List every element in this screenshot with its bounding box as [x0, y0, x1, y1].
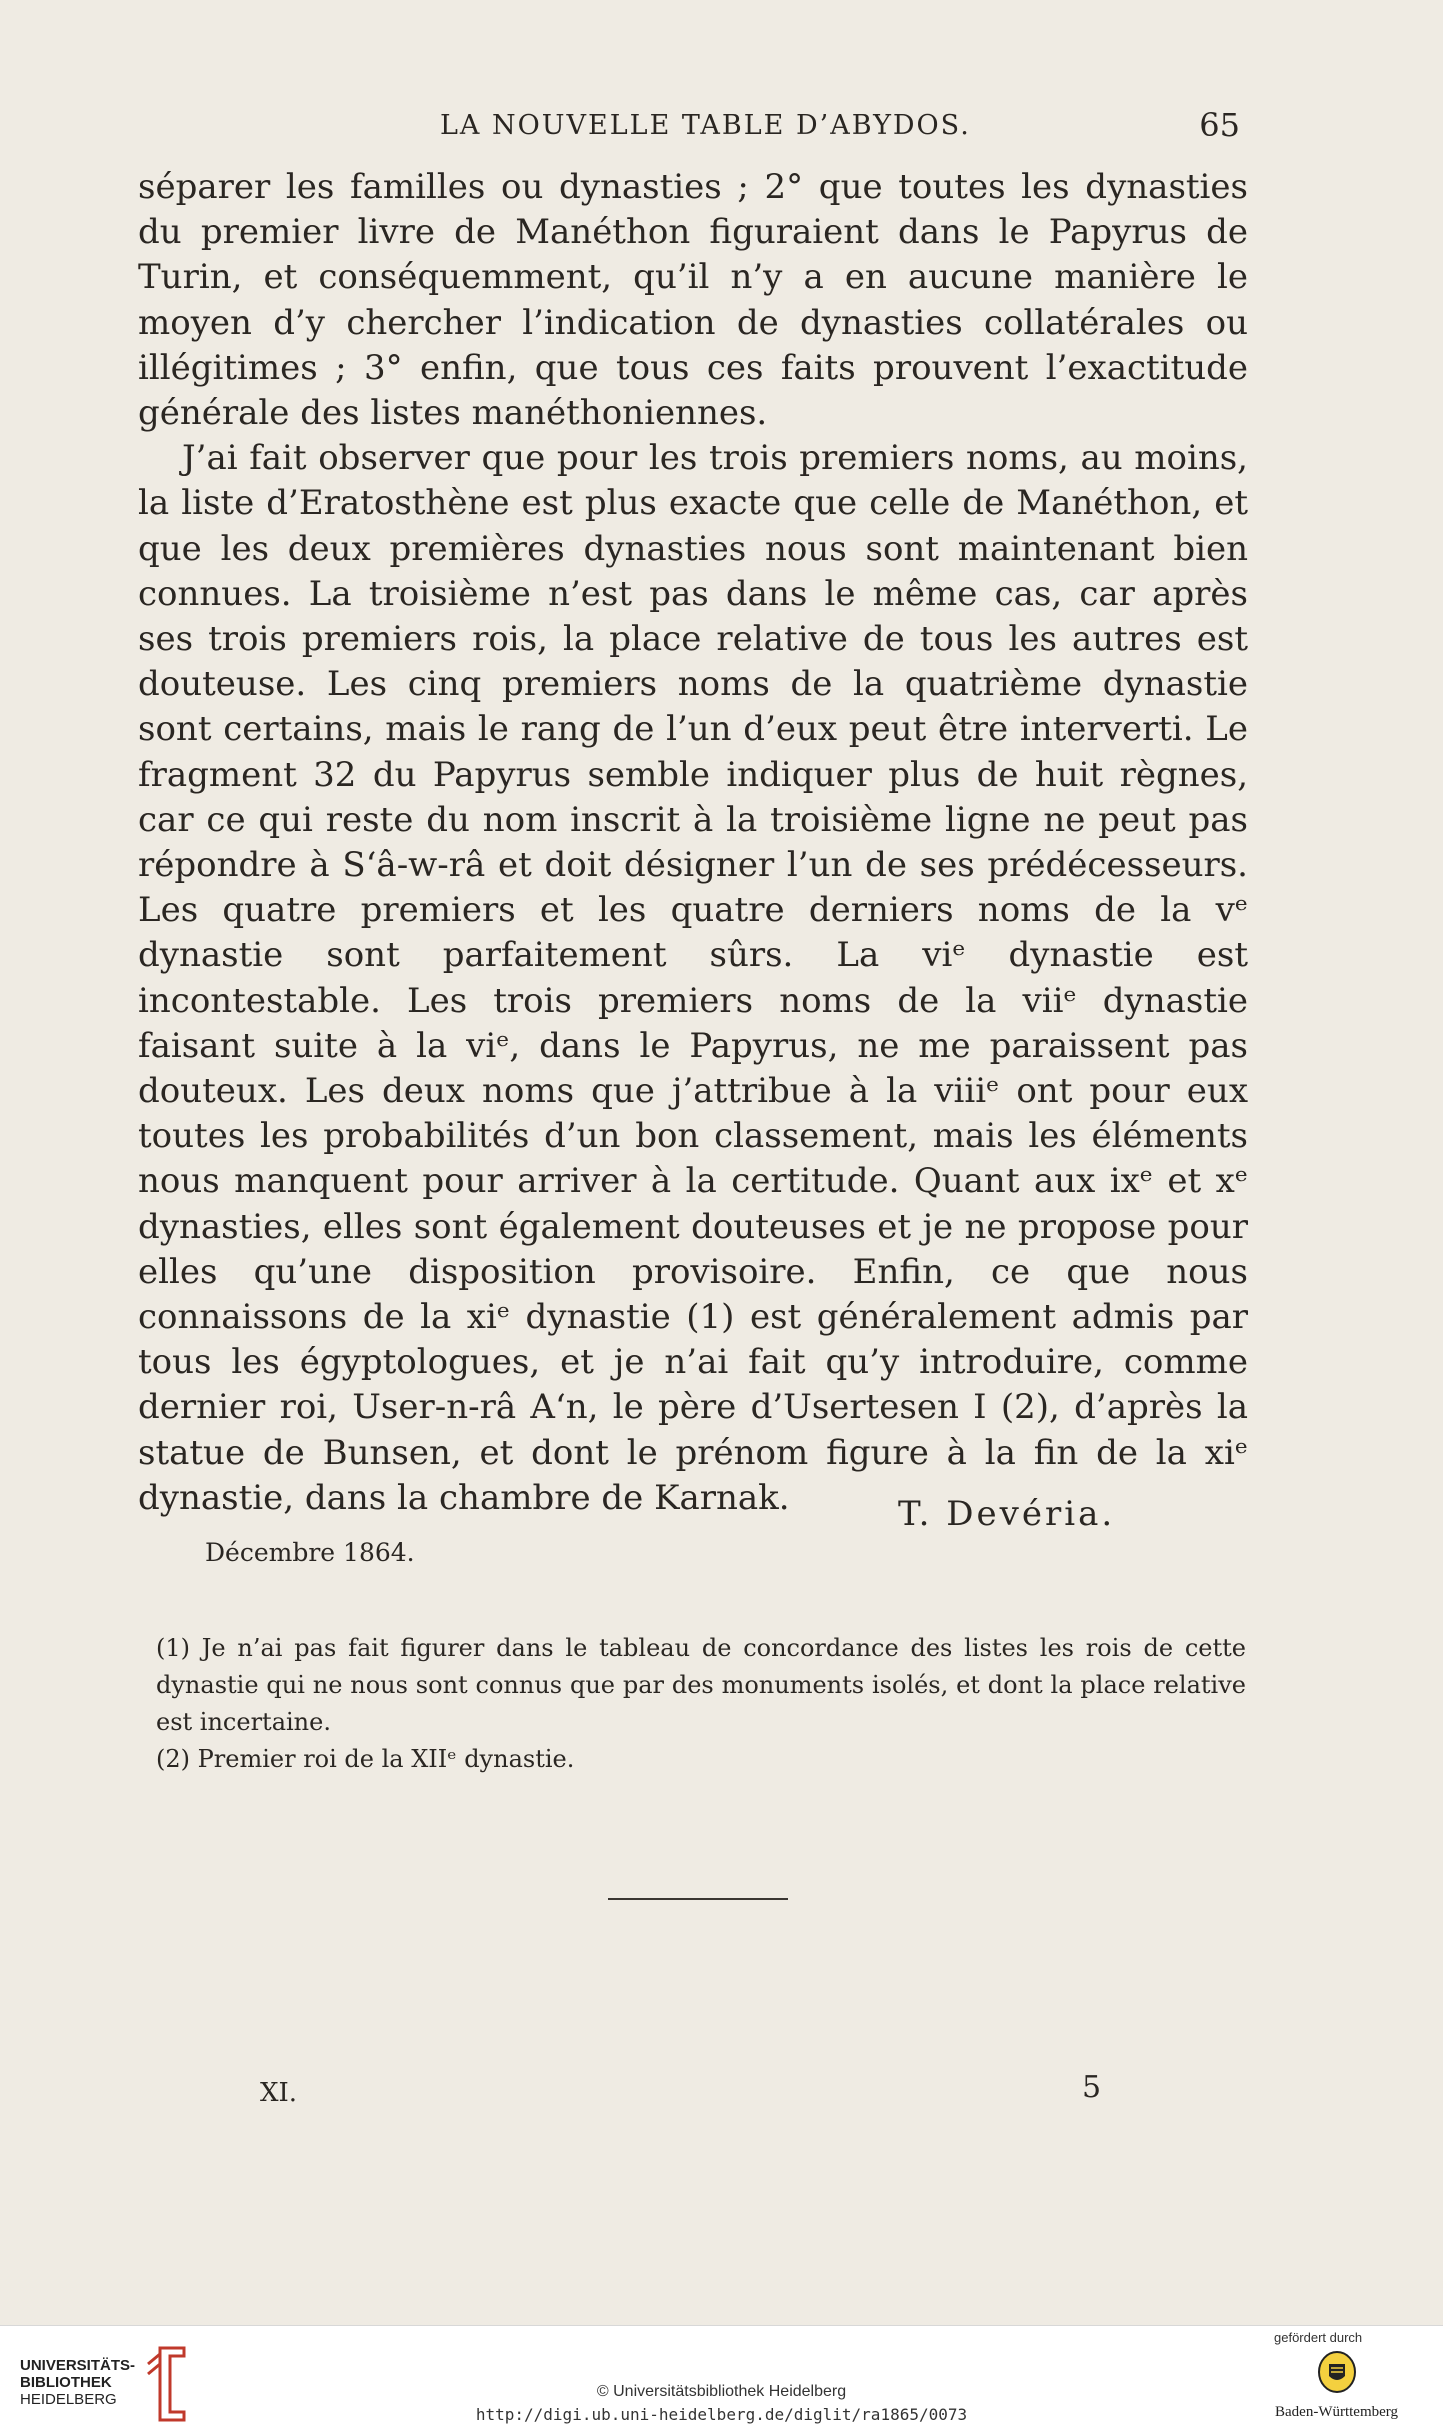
running-title: LA NOUVELLE TABLE D’ABYDOS.	[440, 110, 971, 141]
sponsor-label: gefördert durch	[1274, 2330, 1363, 2345]
copyright-notice: © Universitätsbibliothek Heidelberg	[596, 2383, 847, 2400]
signature-number: 5	[1082, 2070, 1102, 2105]
page-number: 65	[1199, 106, 1240, 144]
paragraph: J’ai fait observer que pour les trois premiers noms, au moins, la liste d’Eratosthène est plus exacte que celle de Manéthon, et que les deux premières dynasties nous sont maintenant bien connues. La troisième n’est pas dans le même cas, car après ses trois premiers rois, la place relative de tous les autres est douteuse. Les cinq premiers noms de la quatrième dynastie sont certains, mais le rang de l’un d’eux peut être interverti. Le fragment 32 du Papyrus semble indiquer plus de huit règnes, car ce qui reste du nom inscrit à la troisième ligne ne peut pas répondre à S‘â-w-râ et doit désigner l’un de ses prédécesseurs. Les quatre premiers et les quatre derniers noms de la vᵉ dynastie sont parfaitement sûrs. La viᵉ dynastie est incontestable. Les trois premiers noms de la viiᵉ dynastie faisant suite à la viᵉ, dans le Papyrus, ne me paraissent pas douteux. Les deux noms que j’attribue à la viiiᵉ ont pour eux toutes les probabilités d’un bon classement, mais les éléments nous manquent pour arriver à la certitude. Quant aux ixᵉ et xᵉ dynasties, elles sont également douteuses et je ne propose pour elles qu’une disposition provisoire. Enfin, ce que nous connaissons de la xiᵉ dynastie (1) est généralement admis par tous les égyptologues, et je n’ai fait qu’y introduire, comme dernier roi, User-n-râ A‘n, le père d’Usertesen I (2), d’après la statue de Bunsen, et dont le prénom figure à la fin de la xiᵉ dynastie, dans la chambre de Karnak.	[138, 438, 1248, 1518]
permalink[interactable]: http://digi.ub.uni-heidelberg.de/diglit/ra1865/0073	[475, 2405, 968, 2424]
signature-mark: XI.	[260, 2078, 298, 2108]
library-line: UNIVERSITÄTS-	[20, 2357, 136, 2374]
footnote: (2) Premier roi de la XIIᵉ dynastie.	[156, 1745, 575, 1773]
date-line: Décembre 1864.	[205, 1538, 415, 1567]
body-text	[138, 165, 1248, 1521]
closing-rule	[608, 1898, 788, 1900]
library-line: HEIDELBERG	[20, 2391, 117, 2408]
sponsor-name: Baden-Württemberg	[1275, 2404, 1399, 2420]
footnote: (1) Je n’ai pas fait figurer dans le tableau de concordance des listes les rois de cette dynastie qui ne nous sont connus que par des monuments isolés, et dont la place relative est incertaine.	[156, 1634, 1246, 1736]
author-signature: T. Devéria.	[898, 1494, 1116, 1534]
library-line: BIBLIOTHEK	[20, 2374, 112, 2391]
state-crest-icon[interactable]	[1317, 2350, 1357, 2394]
paragraph: séparer les familles ou dynasties ; 2° que toutes les dynasties du premier livre de Manéthon figuraient dans le Papyrus de Turin, et conséquemment, qu’il n’y a en aucune manière le moyen d’y chercher l’indication de dynasties collatérales ou illégitimes ; 3° enfin, que tous ces faits prouvent l’exactitude générale des listes manéthoniennes.	[138, 167, 1248, 434]
footnotes	[156, 1630, 1246, 1778]
